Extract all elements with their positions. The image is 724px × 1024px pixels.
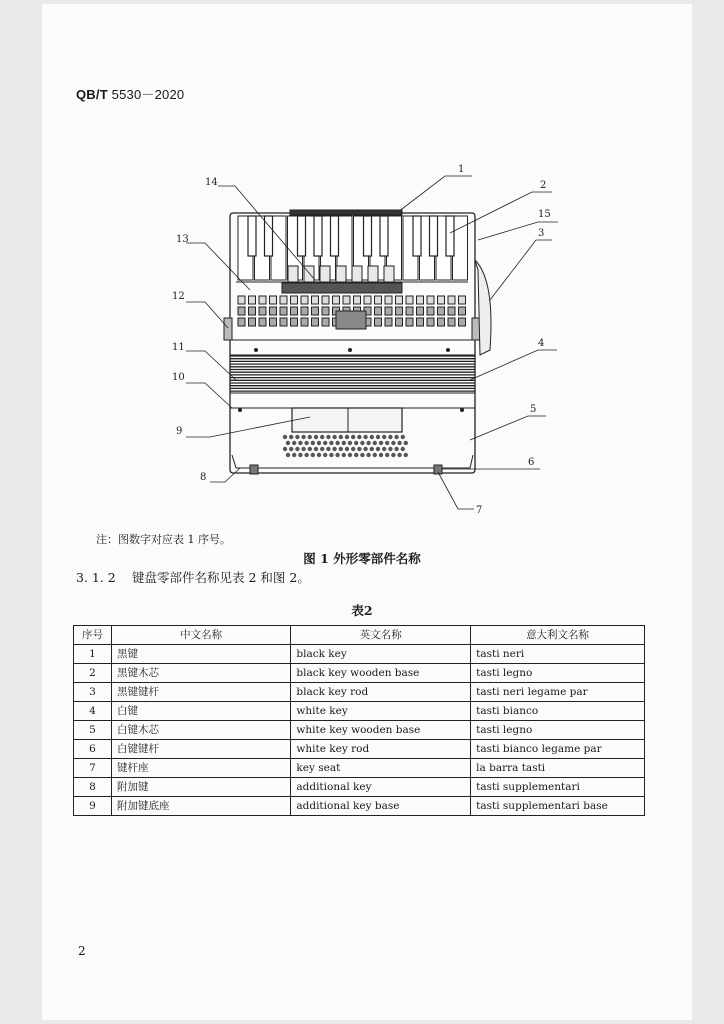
callout-12: 12 — [172, 291, 185, 302]
cell-no: 4 — [74, 702, 112, 721]
grille-dot — [335, 453, 339, 457]
cell-english: white key wooden base — [291, 721, 471, 740]
grille-slot — [322, 318, 329, 326]
standard-code: QB/T — [76, 87, 108, 102]
page-number: 2 — [78, 944, 86, 958]
cell-chinese: 白键 — [111, 702, 290, 721]
grille-dot — [283, 435, 287, 439]
grille-dot — [311, 441, 315, 445]
grille-dot — [304, 453, 308, 457]
grille-dot — [348, 453, 352, 457]
grille-dot — [332, 435, 336, 439]
black-key — [248, 216, 256, 256]
grille-slot — [406, 296, 413, 304]
table-row — [74, 797, 645, 816]
grille-dot — [339, 447, 343, 451]
grille-slot — [459, 307, 466, 315]
cell-chinese: 黑键键杆 — [111, 683, 290, 702]
name-plate — [292, 408, 402, 432]
black-key — [331, 216, 339, 256]
header-english: 英文名称 — [291, 626, 471, 645]
header-italian: 意大利文名称 — [471, 626, 645, 645]
grille-dot — [292, 453, 296, 457]
black-key — [314, 216, 322, 256]
callout-10: 10 — [172, 372, 185, 383]
table-row — [74, 778, 645, 797]
grille-dot — [326, 447, 330, 451]
grille-dot — [308, 447, 312, 451]
grille-slot — [438, 307, 445, 315]
top-strap-bar — [290, 210, 402, 215]
grille-dot — [357, 435, 361, 439]
header-chinese: 中文名称 — [111, 626, 290, 645]
grille-slot — [291, 296, 298, 304]
grille-dot — [366, 453, 370, 457]
register-switch-bar — [282, 283, 402, 293]
grille-dot — [385, 441, 389, 445]
keyboard-parts-table — [73, 625, 645, 816]
grille-emblem — [336, 311, 366, 329]
table-row — [74, 683, 645, 702]
grille-dot — [329, 441, 333, 445]
cell-english: additional key — [291, 778, 471, 797]
grille-slot — [280, 307, 287, 315]
grille-dot — [404, 453, 408, 457]
callout-4: 4 — [538, 338, 545, 349]
grille-slot — [301, 307, 308, 315]
grille-slot — [396, 307, 403, 315]
grille-slot — [427, 307, 434, 315]
grille-slot — [238, 296, 245, 304]
black-key — [364, 216, 372, 256]
grille-dot — [323, 453, 327, 457]
grille-dot — [329, 453, 333, 457]
grille-slot — [385, 307, 392, 315]
grille-slot — [375, 296, 382, 304]
grille-slot — [312, 318, 319, 326]
grille-slot — [427, 296, 434, 304]
grille-slot — [312, 307, 319, 315]
grille-slot — [385, 318, 392, 326]
grille-slot — [406, 318, 413, 326]
grille-dot — [308, 435, 312, 439]
cell-no: 7 — [74, 759, 112, 778]
callout-9: 9 — [176, 426, 183, 437]
cell-english: additional key base — [291, 797, 471, 816]
section-3-1-2 — [76, 568, 310, 586]
grille-slot — [291, 318, 298, 326]
grille-slot — [417, 307, 424, 315]
cell-no: 5 — [74, 721, 112, 740]
grille-slot — [448, 307, 455, 315]
grille-slot — [322, 296, 329, 304]
cell-chinese: 白键键杆 — [111, 740, 290, 759]
cell-chinese: 黑键 — [111, 645, 290, 664]
cell-italian: tasti bianco legame par — [471, 740, 645, 759]
grille-slot — [301, 318, 308, 326]
grille-dot — [382, 447, 386, 451]
grille-dot — [317, 441, 321, 445]
grille-dot — [373, 441, 377, 445]
cell-english: key seat — [291, 759, 471, 778]
grille-dot — [379, 441, 383, 445]
standard-number: 5530－2020 — [111, 87, 185, 102]
grille-slot — [291, 307, 298, 315]
grille-slot — [427, 318, 434, 326]
black-key — [380, 216, 388, 256]
section-text: 键盘零部件名称见表 2 和图 2。 — [132, 570, 310, 585]
grille-dot — [283, 447, 287, 451]
grille-dot — [385, 453, 389, 457]
table-caption: 表2 — [351, 603, 373, 618]
grille-dot — [354, 453, 358, 457]
grille-dot — [401, 435, 405, 439]
grille-dot — [323, 441, 327, 445]
grille-dot — [397, 453, 401, 457]
grille-dot — [301, 447, 305, 451]
grille-dot — [335, 441, 339, 445]
grille-slot — [249, 307, 256, 315]
grille-slot — [406, 307, 413, 315]
cell-no: 9 — [74, 797, 112, 816]
grille-dot — [394, 435, 398, 439]
cell-english: white key rod — [291, 740, 471, 759]
grille-dot — [348, 441, 352, 445]
black-key — [413, 216, 421, 256]
cell-no: 8 — [74, 778, 112, 797]
grille-dot — [388, 435, 392, 439]
register-switch — [336, 266, 346, 282]
cell-italian: tasti legno — [471, 664, 645, 683]
grille-slot — [343, 296, 350, 304]
grille-slot — [375, 318, 382, 326]
grille-slot — [417, 318, 424, 326]
table-body — [74, 645, 645, 816]
cell-chinese: 附加键底座 — [111, 797, 290, 816]
callout-8: 8 — [200, 472, 207, 483]
register-switch — [368, 266, 378, 282]
grille-dot — [339, 435, 343, 439]
grille-dot — [366, 441, 370, 445]
grille-dot — [289, 447, 293, 451]
grille-dot — [314, 447, 318, 451]
grille-slot — [385, 296, 392, 304]
register-switch — [352, 266, 362, 282]
callout-6: 6 — [528, 457, 535, 468]
grille-dot — [401, 447, 405, 451]
cell-no: 2 — [74, 664, 112, 683]
cell-chinese: 白键木芯 — [111, 721, 290, 740]
register-switches — [288, 266, 394, 282]
grille-dot — [295, 447, 299, 451]
grille-dot — [314, 435, 318, 439]
cell-italian: tasti supplementari — [471, 778, 645, 797]
grille-dot — [373, 453, 377, 457]
grille-dot — [354, 441, 358, 445]
grille-dot — [345, 447, 349, 451]
grille-dot — [286, 441, 290, 445]
grille-dot — [379, 453, 383, 457]
callout-3: 3 — [538, 228, 545, 239]
grille-dot — [289, 435, 293, 439]
register-switch — [384, 266, 394, 282]
grille-dot — [320, 447, 324, 451]
grille-slot — [259, 296, 266, 304]
grille-dot — [360, 453, 364, 457]
register-switch — [320, 266, 330, 282]
grille-dot — [370, 447, 374, 451]
grille-slot — [270, 318, 277, 326]
cell-english: white key — [291, 702, 471, 721]
grille-slot — [417, 296, 424, 304]
bass-grille-dots — [283, 435, 408, 457]
grille-dot — [298, 453, 302, 457]
grille-dot — [301, 435, 305, 439]
grille-dot — [397, 441, 401, 445]
left-foot — [250, 465, 258, 474]
grille-dot — [394, 447, 398, 451]
grille-dot — [342, 453, 346, 457]
black-key — [298, 216, 306, 256]
grille-slot — [364, 296, 371, 304]
grille-dot — [320, 435, 324, 439]
right-strap — [475, 260, 491, 355]
bellows — [230, 356, 475, 391]
grille-dot — [311, 453, 315, 457]
figure-note: 注：图数字对应表 1 序号。 — [96, 533, 231, 546]
callout-14: 14 — [205, 177, 218, 188]
black-key — [446, 216, 454, 256]
callout-1: 1 — [458, 164, 465, 175]
grille-slot — [396, 296, 403, 304]
grille-dot — [295, 435, 299, 439]
register-switch — [288, 266, 298, 282]
grille-dot — [292, 441, 296, 445]
grille-slot — [259, 307, 266, 315]
grille-slot — [375, 307, 382, 315]
grille-dot — [363, 447, 367, 451]
grille-dot — [351, 435, 355, 439]
table-row — [74, 664, 645, 683]
grille-slot — [270, 296, 277, 304]
cell-no: 1 — [74, 645, 112, 664]
cell-italian: tasti neri legame par — [471, 683, 645, 702]
grille-dot — [391, 441, 395, 445]
callout-13: 13 — [176, 234, 189, 245]
grille-slot — [459, 296, 466, 304]
cell-italian: tasti neri — [471, 645, 645, 664]
grille-dot — [363, 435, 367, 439]
grille-dot — [351, 447, 355, 451]
grille-dot — [298, 441, 302, 445]
grille-dot — [382, 435, 386, 439]
grille-dot — [345, 435, 349, 439]
callout-5: 5 — [530, 404, 537, 415]
grille-slot — [438, 296, 445, 304]
white-key — [271, 216, 286, 280]
grille-slot — [322, 307, 329, 315]
grille-dot — [370, 435, 374, 439]
grille-dot — [357, 447, 361, 451]
grille-dot — [388, 447, 392, 451]
table-row — [74, 645, 645, 664]
cell-italian: tasti legno — [471, 721, 645, 740]
callout-15: 15 — [538, 209, 551, 220]
grille-slot — [333, 296, 340, 304]
cell-chinese: 键杆座 — [111, 759, 290, 778]
grille-slot — [448, 296, 455, 304]
callout-11: 11 — [172, 342, 185, 353]
table-header-row — [74, 626, 645, 645]
grille-dot — [376, 447, 380, 451]
grille-dot — [326, 435, 330, 439]
grille-dot — [342, 441, 346, 445]
grille-slot — [396, 318, 403, 326]
grille-slot — [249, 296, 256, 304]
grille-slot — [312, 296, 319, 304]
grille-slot — [238, 307, 245, 315]
grille-dot — [360, 441, 364, 445]
grille-slot — [438, 318, 445, 326]
callout-2: 2 — [540, 180, 547, 191]
grille-slot — [354, 296, 361, 304]
cell-chinese: 黑键木芯 — [111, 664, 290, 683]
table-row — [74, 702, 645, 721]
figure-caption: 图 1 外形零部件名称 — [303, 551, 421, 566]
cell-english: black key wooden base — [291, 664, 471, 683]
grille-slot — [459, 318, 466, 326]
grille-slot — [448, 318, 455, 326]
grille-slot — [238, 318, 245, 326]
grille-slot — [249, 318, 256, 326]
left-handle — [224, 318, 232, 340]
grille-slot — [280, 296, 287, 304]
table-row — [74, 759, 645, 778]
section-number: 3. 1. 2 — [76, 570, 116, 585]
grille-slot — [270, 307, 277, 315]
callout-7: 7 — [476, 505, 483, 516]
grille-slot — [301, 296, 308, 304]
grille-dot — [304, 441, 308, 445]
table-row — [74, 721, 645, 740]
grille-dot — [286, 453, 290, 457]
cell-italian: tasti bianco — [471, 702, 645, 721]
cell-english: black key — [291, 645, 471, 664]
grille-dot — [404, 441, 408, 445]
grille-dot — [391, 453, 395, 457]
cell-english: black key rod — [291, 683, 471, 702]
header-no: 序号 — [74, 626, 112, 645]
cell-italian: la barra tasti — [471, 759, 645, 778]
cell-italian: tasti supplementari base — [471, 797, 645, 816]
black-key — [430, 216, 438, 256]
grille-dot — [376, 435, 380, 439]
grille-dot — [317, 453, 321, 457]
grille-slot — [259, 318, 266, 326]
cell-chinese: 附加键 — [111, 778, 290, 797]
grille-dot — [332, 447, 336, 451]
table-row — [74, 740, 645, 759]
grille-slot — [280, 318, 287, 326]
cell-no: 6 — [74, 740, 112, 759]
cell-no: 3 — [74, 683, 112, 702]
